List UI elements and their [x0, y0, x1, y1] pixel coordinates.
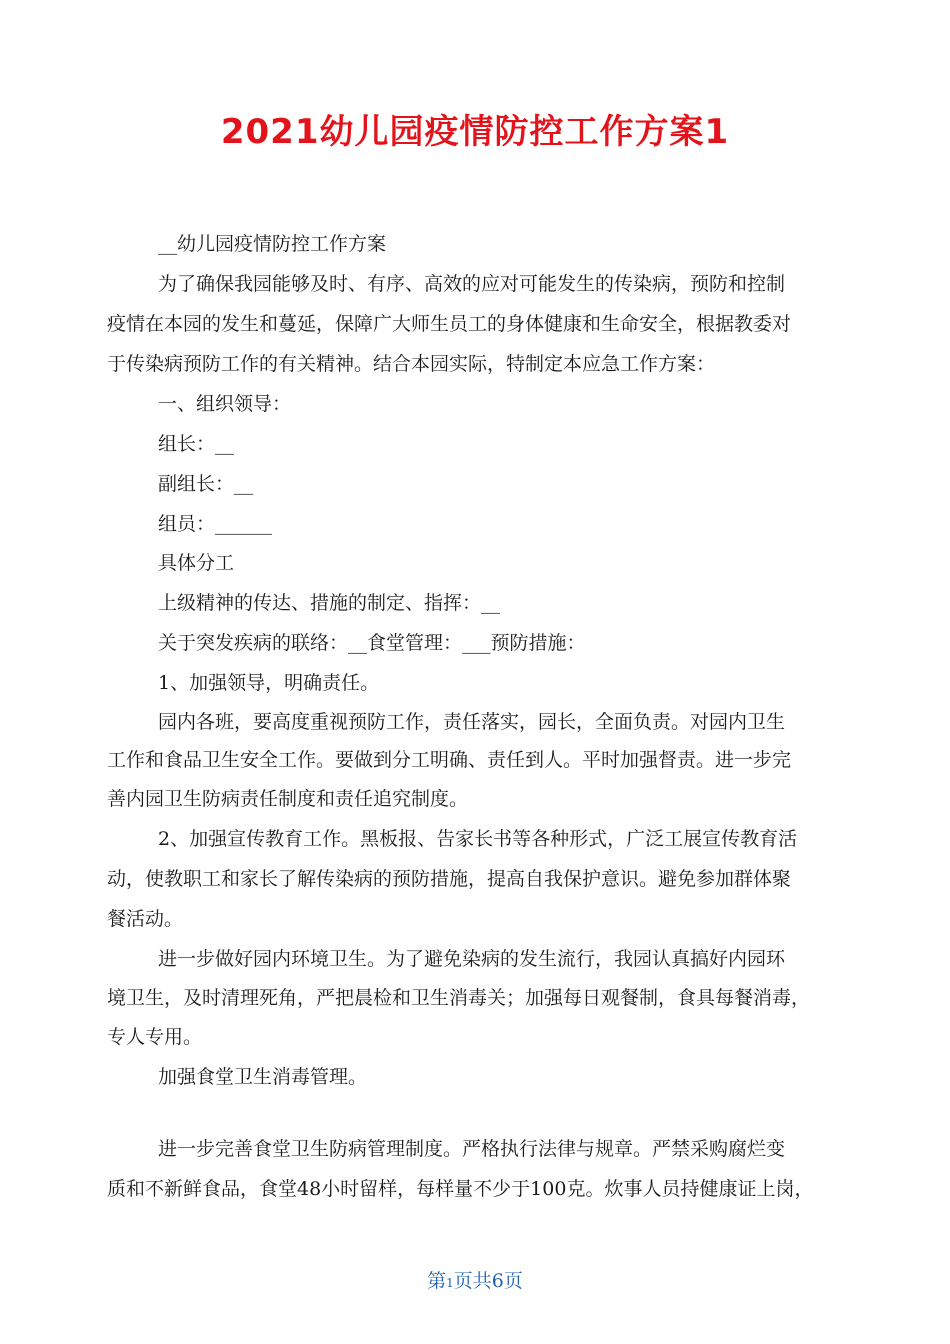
text-line: 工作和食品卫生安全工作。要做到分工明确、责任到人。平时加强督责。进一步完: [107, 749, 792, 771]
text-line: 上级精神的传达、措施的制定、指挥：__: [158, 592, 501, 614]
text-line: 境卫生，及时清理死角，严把晨检和卫生消毒关；加强每日观餐制，食具每餐消毒，: [107, 987, 811, 1009]
text-line: 具体分工: [158, 552, 235, 574]
footer-page-number: 1: [446, 1276, 454, 1290]
text-line: 餐活动。: [107, 908, 184, 930]
text-line: 于传染病预防工作的有关精神。结合本园实际，特制定本应急工作方案：: [107, 353, 716, 375]
text-line: 进一步完善食堂卫生防病管理制度。严格执行法律与规章。严禁采购腐烂变: [158, 1138, 786, 1160]
text-line: 副组长：__: [158, 473, 254, 495]
text-line: __幼儿园疫情防控工作方案: [158, 233, 387, 255]
footer-suffix: 页共6页: [453, 1270, 523, 1292]
text-line: 质和不新鲜食品，食堂48小时留样，每样量不少于100克。炊事人员持健康证上岗，: [107, 1178, 814, 1200]
text-line: 组员：______: [158, 513, 273, 535]
text-line: 进一步做好园内环境卫生。为了避免染病的发生流行，我园认真搞好内园环: [158, 948, 786, 970]
text-line: 专人专用。: [107, 1026, 203, 1048]
document-title: 2021幼儿园疫情防控工作方案1: [220, 112, 730, 152]
footer-prefix: 第: [427, 1270, 447, 1292]
text-line: 关于突发疾病的联络：__食堂管理：___预防措施：: [158, 632, 586, 654]
page-footer: [0, 1266, 950, 1293]
text-line: 组长：__: [158, 433, 235, 455]
text-line: 园内各班，要高度重视预防工作，责任落实，园长，全面负责。对园内卫生: [158, 711, 786, 733]
text-line: 一、组织领导：: [158, 393, 292, 415]
text-line: 为了确保我园能够及时、有序、高效的应对可能发生的传染病，预防和控制: [158, 273, 786, 295]
text-line: 2、加强宣传教育工作。黑板报、告家长书等各种形式，广泛工展宣传教育活: [158, 828, 798, 850]
text-line: 加强食堂卫生消毒管理。: [158, 1066, 368, 1088]
text-line: 善内园卫生防病责任制度和责任追究制度。: [107, 788, 469, 810]
text-line: 1、加强领导，明确责任。: [158, 672, 380, 694]
text-line: 动，使教职工和家长了解传染病的预防措施，提高自我保护意识。避免参加群体聚: [107, 868, 792, 890]
text-line: 疫情在本园的发生和蔓延，保障广大师生员工的身体健康和生命安全，根据教委对: [107, 313, 792, 335]
